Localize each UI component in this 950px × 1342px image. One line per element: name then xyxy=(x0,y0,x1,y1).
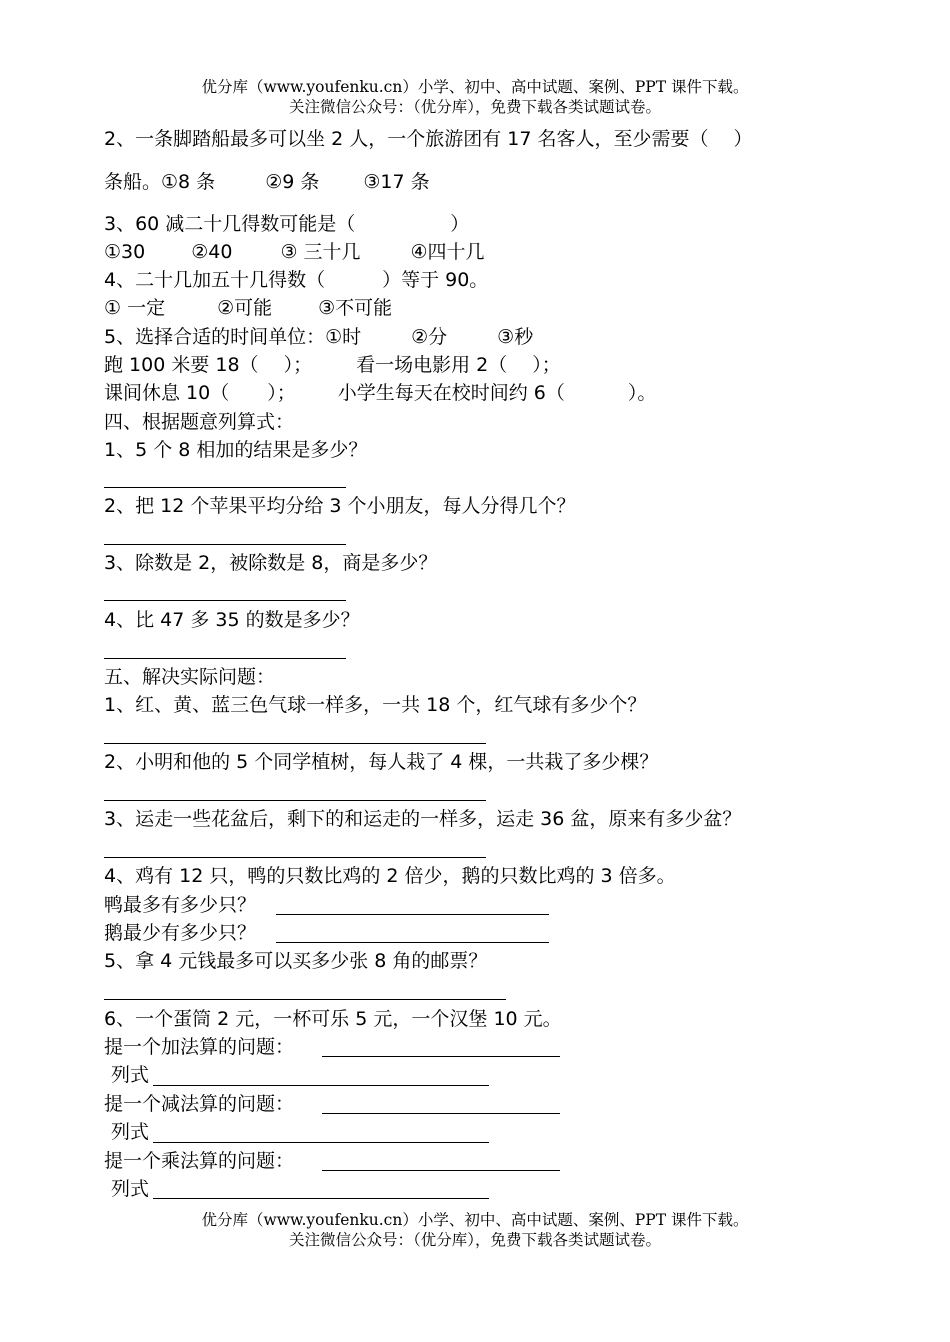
formula-line-5-6-sub[interactable] xyxy=(153,1142,489,1143)
q3-2-cont: 条船。 xyxy=(104,171,162,193)
q3-4-options xyxy=(104,296,392,320)
q3-5-prompt: 5、选择合适的时间单位：①时 xyxy=(104,326,362,348)
page-footer-line-1: 优分库（www.youfenku.cn）小学、初中、高中试题、案例、PPT 课件下载。 xyxy=(201,1211,749,1229)
page-header-line-2: 关注微信公众号：（优分库），免费下载各类试题试卷。 xyxy=(288,98,661,116)
q5-6-add-formula-label: 列式 xyxy=(111,1064,150,1086)
q5-6-mul-formula-label: 列式 xyxy=(111,1178,150,1200)
q3-5-row-2 xyxy=(104,381,656,405)
q3-5-row-1 xyxy=(104,353,561,377)
q4-3-text: 3、除数是 2，被除数是 8，商是多少？ xyxy=(104,552,438,574)
answer-line-5-3[interactable] xyxy=(104,857,486,858)
answer-line-5-1[interactable] xyxy=(104,743,486,744)
answer-line-5-6-add[interactable] xyxy=(322,1056,560,1057)
answer-line-4-1[interactable] xyxy=(104,487,346,488)
q5-3-text: 3、运走一些花盆后，剩下的和运走的一样多，运走 36 盆，原来有多少盆？ xyxy=(104,808,742,830)
q3-5-item-run: 跑 100 米要 18（ ）； xyxy=(104,354,313,376)
q3-2-option-1: ①8 条 xyxy=(161,171,216,193)
page-header-line-1: 优分库（www.youfenku.cn）小学、初中、高中试题、案例、PPT 课件下载。 xyxy=(201,78,749,96)
answer-line-5-4-duck[interactable] xyxy=(276,914,549,915)
q5-4-goose-prompt: 鹅最少有多少只？ xyxy=(104,922,257,944)
answer-line-5-4-goose[interactable] xyxy=(276,942,549,943)
q5-5-text: 5、拿 4 元钱最多可以买多少张 8 角的邮票？ xyxy=(104,950,488,972)
answer-line-4-4[interactable] xyxy=(104,658,346,659)
q3-3-option-4: ④四十几 xyxy=(410,241,485,263)
answer-line-4-2[interactable] xyxy=(104,544,346,545)
q3-5-unit-second: ③秒 xyxy=(497,326,534,348)
q5-4-duck-prompt: 鸭最多有多少只？ xyxy=(104,894,257,916)
q5-6-add-prompt: 提一个加法算的问题： xyxy=(104,1036,295,1058)
formula-line-5-6-add[interactable] xyxy=(153,1085,489,1086)
formula-line-5-6-mul[interactable] xyxy=(153,1198,489,1199)
q3-2-option-2: ②9 条 xyxy=(265,171,320,193)
q4-1-text: 1、5 个 8 相加的结果是多少？ xyxy=(104,439,368,461)
q5-6-sub-formula-label: 列式 xyxy=(111,1121,150,1143)
q5-6-text: 6、一个蛋筒 2 元，一杯可乐 5 元，一个汉堡 10 元。 xyxy=(104,1008,562,1030)
section-4-title: 四、根据题意列算式： xyxy=(104,411,295,433)
q3-3-options xyxy=(104,240,485,264)
q3-3-option-1: ①30 xyxy=(104,241,146,263)
answer-line-5-6-mul[interactable] xyxy=(322,1170,560,1171)
q3-3-text: 3、60 减二十几得数可能是（ ） xyxy=(104,213,470,235)
q3-5-item-movie: 看一场电影用 2（ ）； xyxy=(356,354,561,376)
q3-3-option-3: ③ 三十几 xyxy=(280,241,361,263)
q5-6-sub-prompt: 提一个减法算的问题： xyxy=(104,1093,295,1115)
q3-2-option-3: ③17 条 xyxy=(363,171,430,193)
q3-5-unit-minute: ②分 xyxy=(411,326,448,348)
q3-4-text: 4、二十几加五十几得数（ ）等于 90。 xyxy=(104,269,489,291)
section-5-title: 五、解决实际问题： xyxy=(104,666,276,688)
q3-5-text xyxy=(104,325,533,349)
q3-2-options xyxy=(104,170,430,194)
q5-2-text: 2、小明和他的 5 个同学植树，每人栽了 4 棵，一共栽了多少棵？ xyxy=(104,751,659,773)
q3-3-option-2: ②40 xyxy=(191,241,233,263)
q4-2-text: 2、把 12 个苹果平均分给 3 个小朋友，每人分得几个？ xyxy=(104,495,576,517)
answer-line-5-2[interactable] xyxy=(104,800,486,801)
q5-4-text: 4、鸡有 12 只，鸭的只数比鸡的 2 倍少，鹅的只数比鸡的 3 倍多。 xyxy=(104,865,676,887)
q3-5-item-school: 小学生每天在校时间约 6（ ）。 xyxy=(337,382,657,404)
q5-6-mul-prompt: 提一个乘法算的问题： xyxy=(104,1150,295,1172)
q3-2-text: 2、一条脚踏船最多可以坐 2 人，一个旅游团有 17 名客人，至少需要（ ） xyxy=(104,128,753,150)
q5-1-text: 1、红、黄、蓝三色气球一样多，一共 18 个，红气球有多少个？ xyxy=(104,694,647,716)
q4-4-text: 4、比 47 多 35 的数是多少？ xyxy=(104,609,360,631)
answer-line-4-3[interactable] xyxy=(104,600,346,601)
q3-4-option-3: ③不可能 xyxy=(318,297,393,319)
q3-4-option-1: ① 一定 xyxy=(104,297,166,319)
page-footer-line-2: 关注微信公众号：（优分库），免费下载各类试题试卷。 xyxy=(288,1231,661,1249)
q3-4-option-2: ②可能 xyxy=(217,297,273,319)
answer-line-5-5[interactable] xyxy=(104,999,506,1000)
q3-5-item-break: 课间休息 10（ ）； xyxy=(104,382,296,404)
answer-line-5-6-sub[interactable] xyxy=(322,1113,560,1114)
